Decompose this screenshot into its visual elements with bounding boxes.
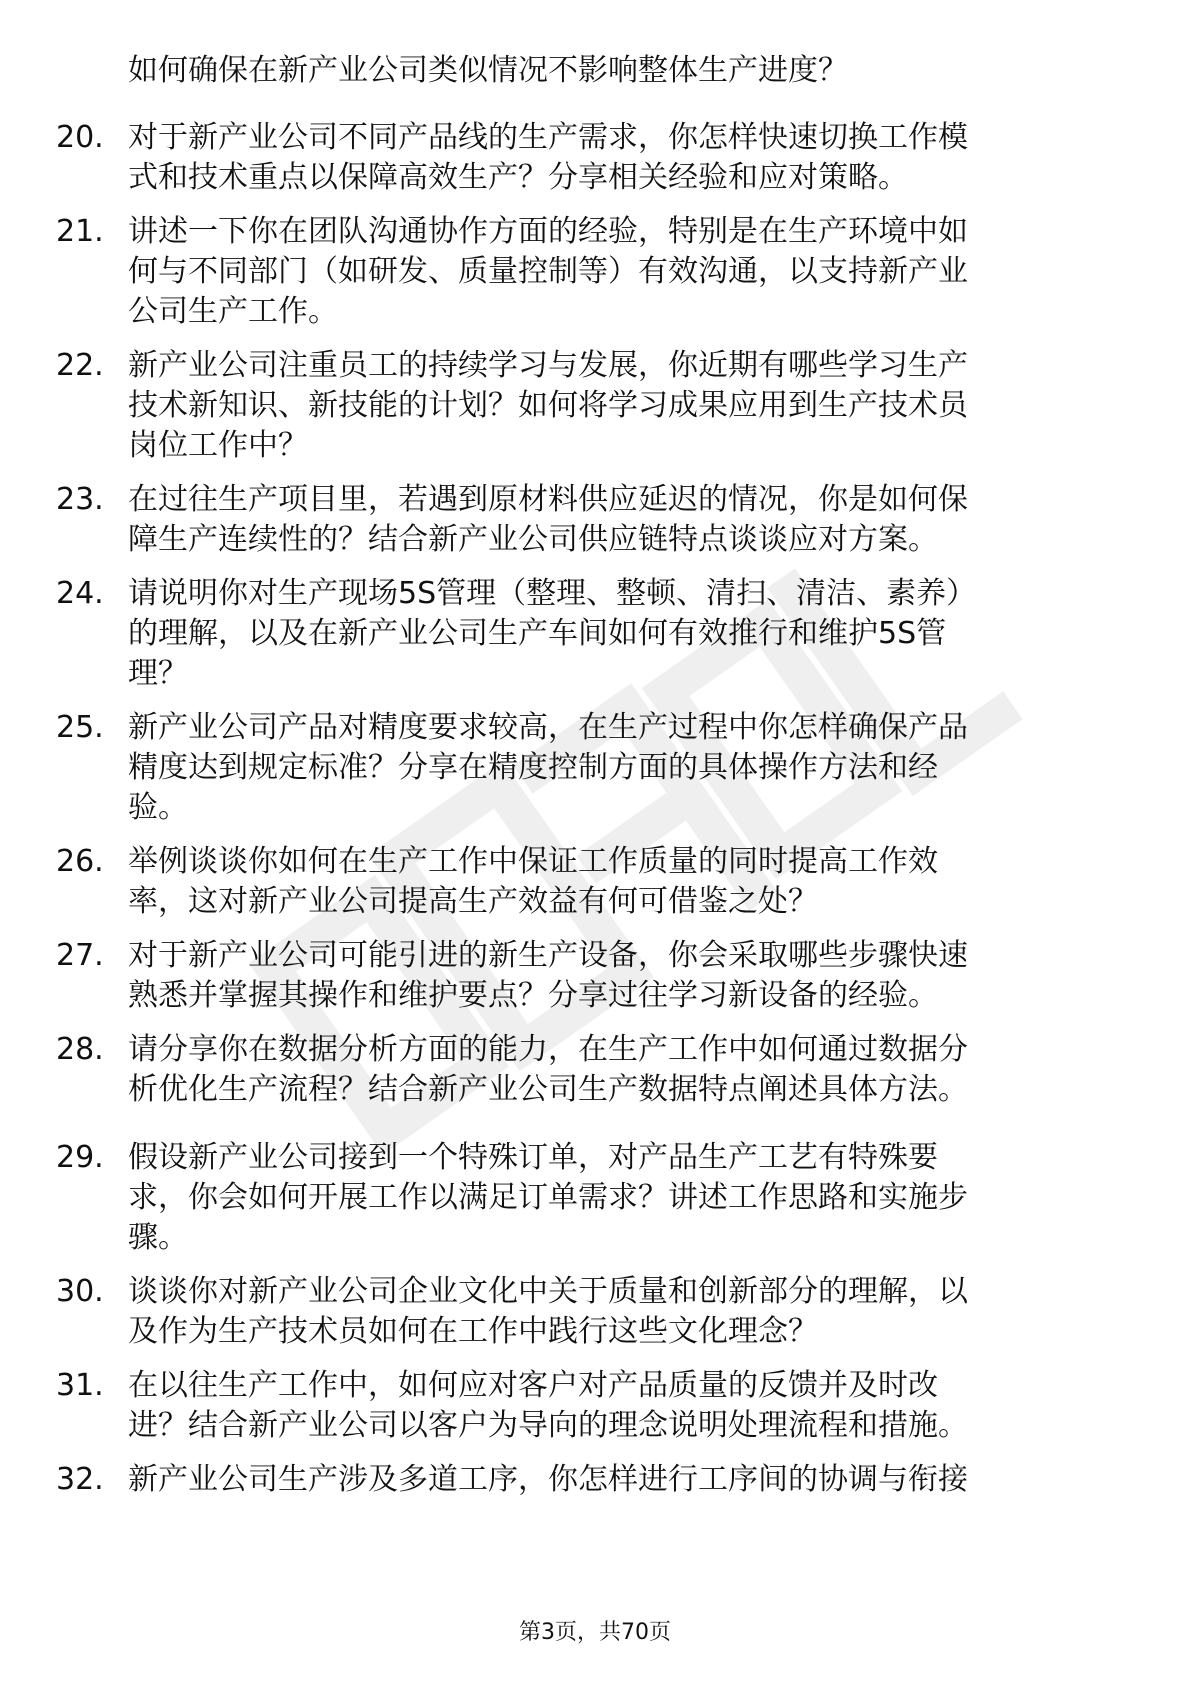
question-text-line: 在以往生产工作中，如何应对客户对产品质量的反馈并及时改 [128,1368,938,1403]
question-number: 22. [56,348,104,383]
question-number: 30. [56,1274,104,1309]
question-text [128,842,1118,922]
question-text-line: 理？ [128,656,188,691]
page-footer: 第3页，共70页 [519,1620,671,1645]
question-text-line: 的理解，以及在新产业公司生产车间如何有效推行和维护5S管 [128,616,947,651]
question-number: 24. [56,576,104,611]
question-text-line: 新产业公司产品对精度要求较高，在生产过程中你怎样确保产品 [128,710,968,745]
question-text-line: 举例谈谈你如何在生产工作中保证工作质量的同时提高工作效 [128,844,938,879]
question-text [128,708,1118,828]
question-text-line: 对于新产业公司不同产品线的生产需求，你怎样快速切换工作模 [128,120,968,155]
question-text-line: 对于新产业公司可能引进的新生产设备，你会采取哪些步骤快速 [128,938,968,973]
question-text-line: 熟悉并掌握其操作和维护要点？分享过往学习新设备的经验。 [128,978,938,1013]
question-number: 32. [56,1462,104,1497]
question-text-line: 进？结合新产业公司以客户为导向的理念说明处理流程和措施。 [128,1408,968,1443]
question-text-line: 率，这对新产业公司提高生产效益有何可借鉴之处？ [128,884,818,919]
question-text [128,1138,1118,1258]
question-text-line: 式和技术重点以保障高效生产？分享相关经验和应对策略。 [128,160,908,195]
question-text [128,118,1118,198]
question-text [128,1030,1118,1110]
question-text-line: 岗位工作中？ [128,428,308,463]
question-number: 20. [56,120,104,155]
question-number: 27. [56,938,104,973]
question-text [128,1272,1118,1352]
continued-question-text: 如何确保在新产业公司类似情况不影响整体生产进度？ [128,53,848,88]
question-text-line: 求，你会如何开展工作以满足订单需求？讲述工作思路和实施步 [128,1180,968,1215]
question-text [128,480,1118,560]
question-number: 31. [56,1368,104,1403]
question-text [128,1460,1118,1500]
question-text-line: 新产业公司生产涉及多道工序，你怎样进行工序间的协调与衔接 [128,1462,968,1497]
question-number: 23. [56,482,104,517]
question-number: 25. [56,710,104,745]
question-text [128,1366,1118,1446]
question-text-line: 讲述一下你在团队沟通协作方面的经验，特别是在生产环境中如 [128,214,968,249]
question-text [128,212,1118,332]
question-text-line: 在过往生产项目里，若遇到原材料供应延迟的情况，你是如何保 [128,482,968,517]
question-number: 21. [56,214,104,249]
question-text-line: 析优化生产流程？结合新产业公司生产数据特点阐述具体方法。 [128,1072,968,1107]
question-text [128,574,1118,694]
question-text [128,936,1118,1016]
question-text-line: 障生产连续性的？结合新产业公司供应链特点谈谈应对方案。 [128,522,938,557]
question-text-line: 骤。 [128,1220,188,1255]
question-text-line: 精度达到规定标准？分享在精度控制方面的具体操作方法和经 [128,750,938,785]
question-number: 28. [56,1032,104,1067]
question-text-line: 请分享你在数据分析方面的能力，在生产工作中如何通过数据分 [128,1032,968,1067]
question-text-line: 公司生产工作。 [128,294,338,329]
question-text-line: 谈谈你对新产业公司企业文化中关于质量和创新部分的理解，以 [128,1274,968,1309]
question-text-line: 新产业公司注重员工的持续学习与发展，你近期有哪些学习生产 [128,348,968,383]
question-text-line: 及作为生产技术员如何在工作中践行这些文化理念？ [128,1314,818,1349]
question-text-line: 假设新产业公司接到一个特殊订单，对产品生产工艺有特殊要 [128,1140,938,1175]
question-text-line: 请说明你对生产现场5S管理（整理、整顿、清扫、清洁、素养） [128,576,977,611]
question-text [128,346,1118,466]
question-text-line: 技术新知识、新技能的计划？如何将学习成果应用到生产技术员 [128,388,968,423]
question-number: 26. [56,844,104,879]
question-text-line: 何与不同部门（如研发、质量控制等）有效沟通，以支持新产业 [128,254,968,289]
question-text-line: 验。 [128,790,188,825]
question-number: 29. [56,1140,104,1175]
